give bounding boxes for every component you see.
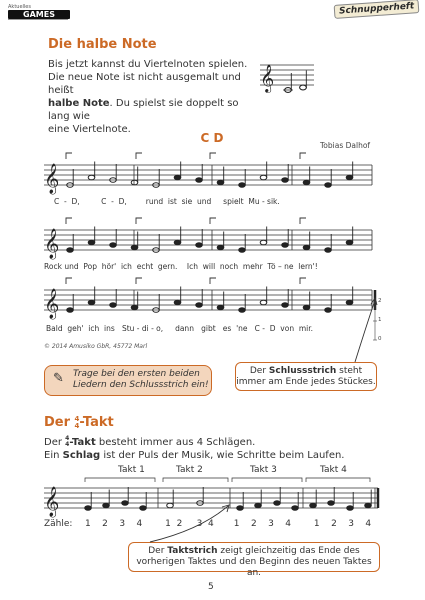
info2-line-2: vorherigen Taktes und den Beginn des neuen Taktes an. bbox=[136, 557, 372, 578]
note bbox=[122, 501, 129, 506]
note bbox=[217, 305, 224, 310]
section-title-takt bbox=[44, 415, 114, 430]
takt-l2-bold: Schlag bbox=[62, 450, 101, 461]
treble-clef-icon: 𝄞 bbox=[44, 289, 60, 319]
takt-l1-post: besteht immer aus 4 Schlägen. bbox=[95, 437, 256, 448]
takt-l1-frac-top: 4 bbox=[65, 435, 70, 442]
note bbox=[282, 303, 289, 308]
note bbox=[167, 503, 174, 508]
info1-bold: Schlussstrich bbox=[268, 366, 337, 376]
takt-l1-bold: -Takt bbox=[69, 437, 96, 448]
intro-bold: halbe Note bbox=[48, 98, 110, 109]
takt-label-2: Takt 2 bbox=[176, 465, 203, 475]
song-composer: Tobias Dalhof bbox=[320, 141, 371, 150]
example-staff bbox=[258, 55, 316, 101]
brand-logo bbox=[8, 4, 70, 19]
page-number: 5 bbox=[208, 582, 214, 592]
info2-post: zeigt gleichzeitig das Ende des bbox=[217, 546, 360, 556]
intro-line-3-text: . Du spielst sie doppelt so lang wie bbox=[48, 98, 239, 122]
takt-line-2 bbox=[44, 449, 345, 462]
note bbox=[67, 308, 74, 313]
song-title: C D bbox=[200, 131, 224, 145]
note bbox=[110, 303, 117, 308]
note bbox=[347, 506, 354, 511]
note bbox=[282, 243, 289, 248]
info-box-taktstrich bbox=[128, 542, 380, 578]
note bbox=[260, 300, 267, 305]
end-scale bbox=[371, 300, 379, 342]
intro-line-3 bbox=[48, 97, 263, 123]
note bbox=[110, 243, 117, 248]
lyrics-line-2: Rock und Pop hör' ich echt gern. Ich will noch mehr Tö – ne lern'! bbox=[44, 262, 318, 271]
info1-line-2: immer am Ende jedes Stückes. bbox=[236, 377, 376, 387]
note bbox=[239, 248, 246, 253]
note bbox=[239, 308, 246, 313]
note bbox=[140, 506, 147, 511]
info2-line-1 bbox=[129, 546, 379, 557]
task-box bbox=[44, 365, 212, 396]
section-title-halbe-note: Die halbe Note bbox=[48, 37, 157, 52]
note bbox=[196, 178, 203, 183]
note bbox=[282, 178, 289, 183]
takt-title-pre: Der bbox=[44, 415, 75, 430]
note bbox=[325, 183, 332, 188]
info1-line-1 bbox=[236, 366, 376, 377]
note bbox=[196, 303, 203, 308]
takt-line-1 bbox=[44, 436, 345, 449]
note bbox=[255, 503, 262, 508]
note bbox=[174, 175, 181, 180]
note bbox=[328, 501, 335, 506]
note bbox=[131, 180, 138, 185]
takt-l2-post: ist der Puls der Musik, wie Schritte beim Laufen. bbox=[100, 450, 345, 461]
note bbox=[260, 240, 267, 245]
note bbox=[103, 503, 110, 508]
takt-label-3: Takt 3 bbox=[250, 465, 277, 475]
note bbox=[88, 240, 95, 245]
intro-text bbox=[48, 58, 263, 136]
note bbox=[217, 245, 224, 250]
takt-l2-pre: Ein bbox=[44, 450, 63, 461]
note bbox=[346, 175, 353, 180]
note bbox=[346, 300, 353, 305]
frac-bottom: 4 bbox=[74, 421, 80, 430]
note bbox=[85, 506, 92, 511]
intro-line-4: eine Viertelnote. bbox=[48, 124, 131, 135]
intro-line-1: Bis jetzt kannst du Viertelnoten spielen. bbox=[48, 59, 248, 70]
note bbox=[174, 240, 181, 245]
count-numbers: 1 2 3 4 1 2 3 4 1 2 3 4 1 2 3 4 bbox=[85, 519, 372, 529]
brand-small-text: Aktuelles bbox=[8, 4, 31, 10]
takt-title-post: -Takt bbox=[79, 415, 114, 430]
info2-pre: Der bbox=[148, 546, 168, 556]
note bbox=[310, 503, 317, 508]
info1-post: steht bbox=[336, 366, 363, 376]
info1-pre: Der bbox=[249, 366, 269, 376]
intro-line-2: Die neue Note ist nicht ausgemalt und heißt bbox=[48, 72, 241, 96]
takt-l1-pre: Der bbox=[44, 437, 66, 448]
info2-bold: Taktstrich bbox=[167, 546, 218, 556]
header-badge: Schnupperheft bbox=[333, 0, 419, 19]
takt-label-4: Takt 4 bbox=[320, 465, 347, 475]
treble-clef-icon: 𝄞 bbox=[44, 487, 60, 517]
task-line-2: Liedern den Schlussstrich ein! bbox=[73, 380, 209, 390]
note bbox=[237, 506, 244, 511]
treble-clef-icon: 𝄞 bbox=[44, 229, 60, 259]
note bbox=[217, 180, 224, 185]
note bbox=[303, 305, 310, 310]
note bbox=[303, 245, 310, 250]
lyrics-line-3: Bald geh' ich ins Stu - di - o, dann gibt es 'ne C - D von mir. bbox=[46, 324, 314, 333]
treble-clef-icon: 𝄞 bbox=[260, 64, 275, 92]
note bbox=[239, 183, 246, 188]
note bbox=[88, 300, 95, 305]
takt-l1-frac-bottom: 4 bbox=[65, 441, 70, 448]
info-box-schlussstrich bbox=[235, 362, 377, 391]
note bbox=[131, 305, 138, 310]
note bbox=[292, 506, 299, 511]
half-note-d bbox=[300, 85, 307, 90]
note bbox=[303, 180, 310, 185]
note bbox=[67, 248, 74, 253]
end-label-1: 1 bbox=[378, 317, 382, 323]
end-label-2: 2 bbox=[378, 298, 382, 304]
treble-clef-icon: 𝄞 bbox=[44, 164, 60, 194]
note bbox=[88, 175, 95, 180]
note bbox=[196, 243, 203, 248]
pencil-icon: ✎ bbox=[53, 371, 64, 386]
note bbox=[131, 245, 138, 250]
count-label: Zähle: bbox=[44, 519, 73, 529]
header-divider bbox=[8, 19, 68, 20]
note bbox=[274, 501, 281, 506]
lyrics-line-1: C - D, C - D, rund ist sie und spielt Mu - sik. bbox=[54, 197, 280, 206]
note bbox=[346, 240, 353, 245]
frac-top: 4 bbox=[74, 414, 80, 423]
takt-label-1: Takt 1 bbox=[118, 465, 145, 475]
end-label-0: 0 bbox=[378, 336, 382, 342]
note bbox=[325, 248, 332, 253]
note bbox=[365, 503, 372, 508]
note bbox=[260, 175, 267, 180]
copyright: © 2014 Amusiko GbR, 45772 Marl bbox=[44, 343, 148, 350]
note bbox=[325, 308, 332, 313]
task-line-1: Trage bei den ersten beiden bbox=[73, 369, 200, 379]
brand-name: GAMES bbox=[8, 10, 70, 19]
takt-text bbox=[44, 436, 345, 462]
note bbox=[174, 300, 181, 305]
